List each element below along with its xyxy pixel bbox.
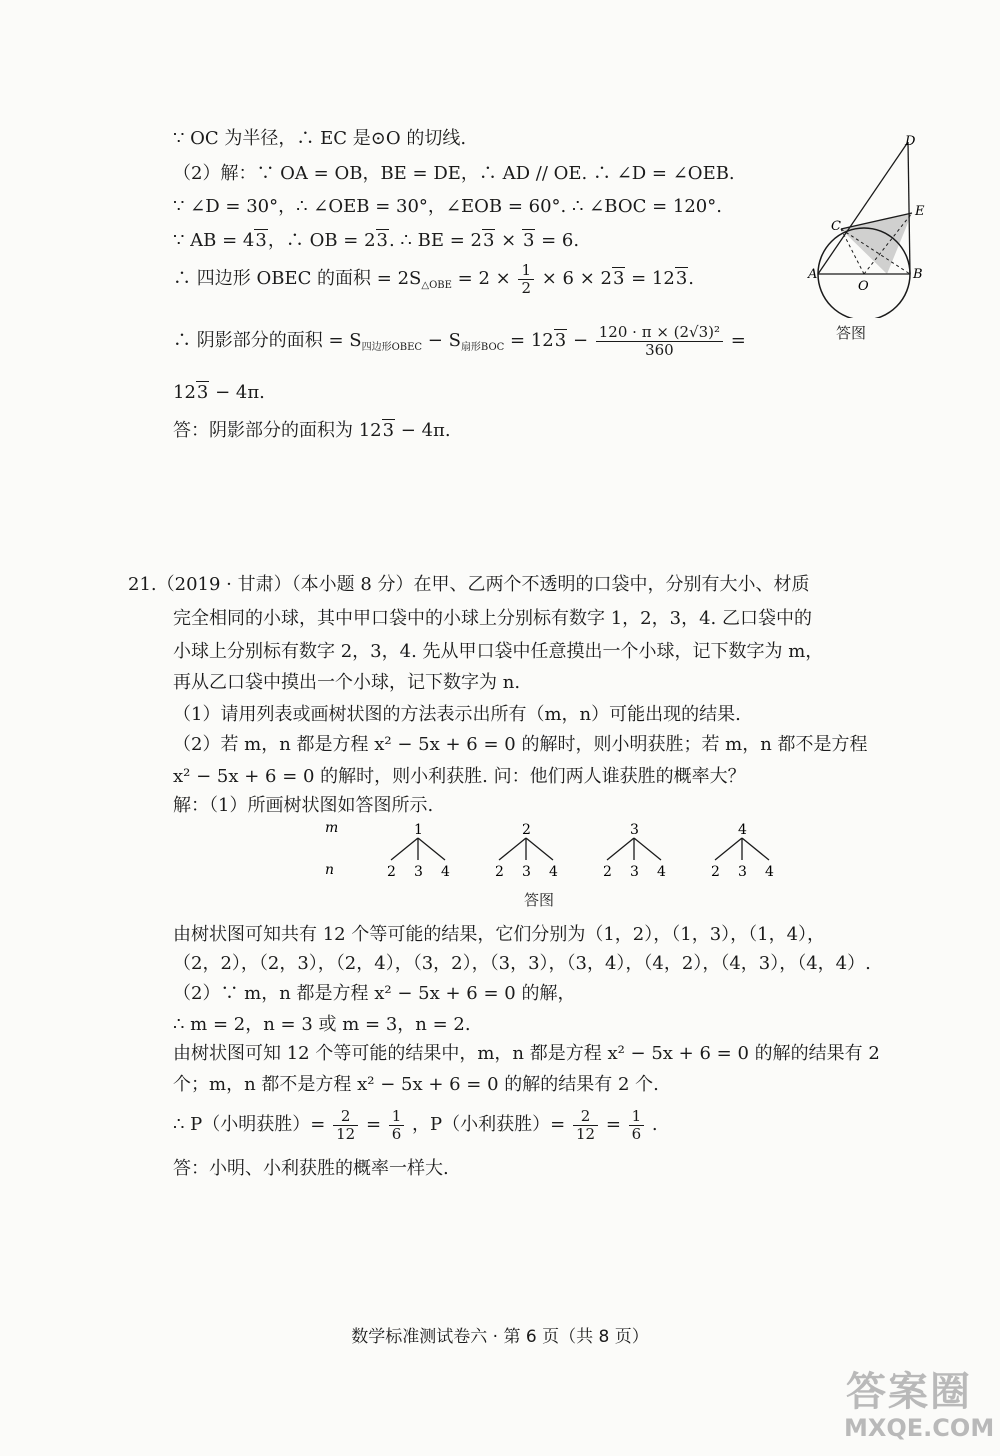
fraction-2-12-b: $\frac{2}{12}$ <box>573 1108 598 1142</box>
watermark-logo: 答案圈 MXQE.COM <box>844 1369 995 1442</box>
label-c: C <box>831 219 841 234</box>
label-o: O <box>858 279 869 294</box>
tree-leaf-1-4: 4 <box>441 864 450 880</box>
solution-line-quad-area: ∴ 四边形 OBEC 的面积 = $2S_{\triangle OBE} = 2$ × $\frac{1}{2}$ × 6 × 23 = 123. <box>173 261 695 297</box>
tree-leaf-2-2: 2 <box>495 864 504 880</box>
fraction-2-12-a: $\frac{2}{12}$ <box>333 1108 358 1142</box>
solution-part-2: （2）∵ m，n 都是方程 x² − 5x + 6 = 0 的解， <box>173 983 576 1004</box>
segment-bd <box>908 142 910 274</box>
tree-branch-2-4 <box>526 838 553 860</box>
q21-part-2-cont: x² − 5x + 6 = 0 的解时，则小利获胜. 问：他们两人谁获胜的概率大？ <box>173 766 746 787</box>
tree-branch-3-2 <box>607 838 634 860</box>
tree-row-m: m <box>325 820 339 836</box>
solution-line-tangent: ∵ OC 为半径，∴ EC 是⊙O 的切线. <box>173 128 467 149</box>
fraction-1-6-b: $\frac{1}{6}$ <box>629 1108 645 1142</box>
q21-line-4: 再从乙口袋中摸出一个小球，记下数字为 n. <box>173 672 521 693</box>
q21-part-1: （1）请用列表或画树状图的方法表示出所有（m，n）可能出现的结果. <box>173 704 741 725</box>
solution-answer: 答：小明、小利获胜的概率一样大. <box>173 1158 449 1179</box>
solution-count-1: 由树状图可知 12 个等可能的结果中，m，n 都是方程 x² − 5x + 6 = 0 的解的结果有 2 <box>173 1043 880 1064</box>
label-b: B <box>913 267 923 282</box>
tree-caption: 答图 <box>524 891 555 909</box>
q21-line-3: 小球上分别标有数字 2，3，4. 先从甲口袋中任意摸出一个小球，记下数字为 m， <box>173 641 824 662</box>
tree-leaf-3-4: 4 <box>657 864 666 880</box>
q21-line-2: 完全相同的小球，其中甲口袋中的小球上分别标有数字 1，2，3，4. 乙口袋中的 <box>173 608 812 629</box>
solution-line-lengths: ∵ AB = 43，∴ OB = 23. ∴ BE = 23 × 3 = 6. <box>173 230 580 251</box>
tree-leaf-4-2: 2 <box>711 864 720 880</box>
solution-line-parallel: （2）解：∵ OA = OB，BE = DE，∴ AD // OE. ∴ ∠D = ∠OEB. <box>173 163 735 184</box>
solution-line-shaded-area: ∴ 阴影部分的面积 = $S_{四边形OBEC} - S_{扇形BOC} = 123$ − $\frac{\text{120 · π × (2√3)²}}{360}$ = <box>173 323 746 359</box>
label-a: A <box>808 267 818 282</box>
tree-leaf-3-3: 3 <box>630 864 639 880</box>
tree-row-n: n <box>325 862 335 878</box>
solution-line-result: 123 − 4π. <box>173 382 265 403</box>
fraction-1-6-a: $\frac{1}{6}$ <box>389 1108 405 1142</box>
solution-outcomes-1: 由树状图可知共有 12 个等可能的结果，它们分别为（1，2），（1，3），（1，4）， <box>173 924 826 945</box>
tree-branch-1-4 <box>418 838 445 860</box>
q21-part-2: （2）若 m，n 都是方程 x² − 5x + 6 = 0 的解时，则小明获胜；若 m，n 都不是方程 <box>173 734 868 755</box>
tree-leaf-4-3: 3 <box>738 864 747 880</box>
fraction-sector: $\frac{\text{120 · π × (2√3)²}}{360}$ <box>596 324 723 358</box>
geometry-figure <box>805 128 935 318</box>
tree-branch-1-2 <box>391 838 418 860</box>
solution-probability: ∴ P（小明获胜）= $\frac{2}{12}$ = $\frac{1}{6}$ ，P（小利获胜）= $\frac{2}{12}$ = $\frac{1}{6}$ . <box>173 1107 658 1143</box>
q21-line-1: 21.（2019 · 甘肃）（本小题 8 分）在甲、乙两个不透明的口袋中，分别有大小、材质 <box>128 574 810 595</box>
tree-leaf-4-4: 4 <box>765 864 774 880</box>
tree-leaf-1-2: 2 <box>387 864 396 880</box>
tree-branch-3-4 <box>634 838 661 860</box>
solution-outcomes-2: （2，2），（2，3），（2，4），（3，2），（3，3），（3，4），（4，2），（4，3），（4，4）. <box>173 953 871 974</box>
solution-line-angles: ∵ ∠D = 30°，∴ ∠OEB = 30°，∠EOB = 60°. ∴ ∠BOC = 120°. <box>173 196 722 217</box>
page-footer: 数学标准测试卷六 · 第 6 页（共 8 页） <box>351 1327 649 1347</box>
tree-node-m-2: 2 <box>522 822 531 838</box>
solution-count-2: 个；m，n 都不是方程 x² − 5x + 6 = 0 的解的结果有 2 个. <box>173 1074 659 1095</box>
tree-diagram <box>315 818 775 888</box>
tree-branch-4-2 <box>715 838 742 860</box>
label-d: D <box>905 134 916 149</box>
fraction-half: $\frac{1}{2}$ <box>518 262 534 296</box>
tree-leaf-3-2: 2 <box>603 864 612 880</box>
solution-line-answer: 答：阴影部分的面积为 123 − 4π. <box>173 420 451 441</box>
tree-leaf-1-3: 3 <box>414 864 423 880</box>
tree-node-m-1: 1 <box>414 822 423 838</box>
tree-node-m-3: 3 <box>630 822 639 838</box>
solution-values: ∴ m = 2，n = 3 或 m = 3，n = 2. <box>173 1014 471 1035</box>
tree-leaf-2-3: 3 <box>522 864 531 880</box>
shaded-triangle <box>841 213 912 274</box>
tree-branch-4-4 <box>742 838 769 860</box>
tree-node-m-4: 4 <box>738 822 747 838</box>
q21-solution-intro: 解：（1）所画树状图如答图所示. <box>173 795 434 816</box>
tree-leaf-2-4: 4 <box>549 864 558 880</box>
tree-branch-2-2 <box>499 838 526 860</box>
label-e: E <box>915 204 925 219</box>
figure-caption: 答图 <box>836 324 867 342</box>
